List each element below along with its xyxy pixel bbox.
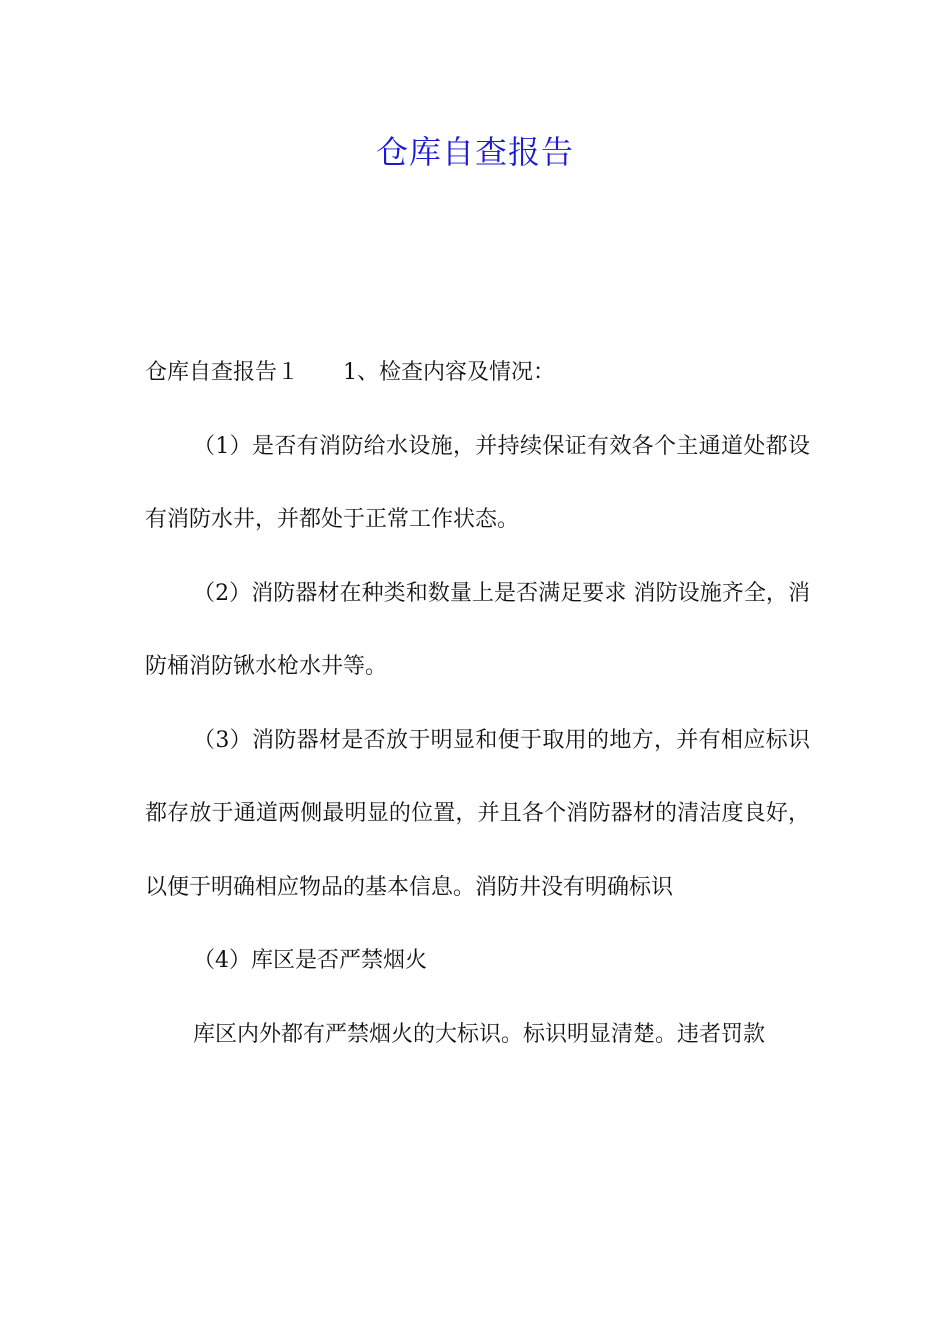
paragraph-1: （1）是否有消防给水设施，并持续保证有效各个主通道处都设有消防水井，并都处于正常工作状态。 bbox=[145, 433, 810, 532]
intro-section: 1、检查内容及情况： bbox=[343, 360, 556, 385]
paragraph-2: （2）消防器材在种类和数量上是否满足要求 消防设施齐全，消防桶消防锹水枪水井等。 bbox=[145, 580, 810, 679]
intro-heading: 仓库自查报告１ bbox=[145, 360, 300, 385]
document-body bbox=[145, 336, 810, 1071]
paragraph-5: 库区内外都有严禁烟火的大标识。标识明显清楚。违者罚款 bbox=[193, 1021, 766, 1047]
page-title: 仓库自查报告 bbox=[375, 133, 574, 171]
paragraph-4: （4）库区是否严禁烟火 bbox=[193, 948, 427, 973]
paragraph-3: （3）消防器材是否放于明显和便于取用的地方，并有相应标识都存放于通道两侧最明显的位置，并且各个消防器材的清洁度良好，以便于明确相应物品的基本信息。消防井没有明确标识 bbox=[145, 727, 810, 900]
intro-paragraph bbox=[145, 336, 810, 410]
